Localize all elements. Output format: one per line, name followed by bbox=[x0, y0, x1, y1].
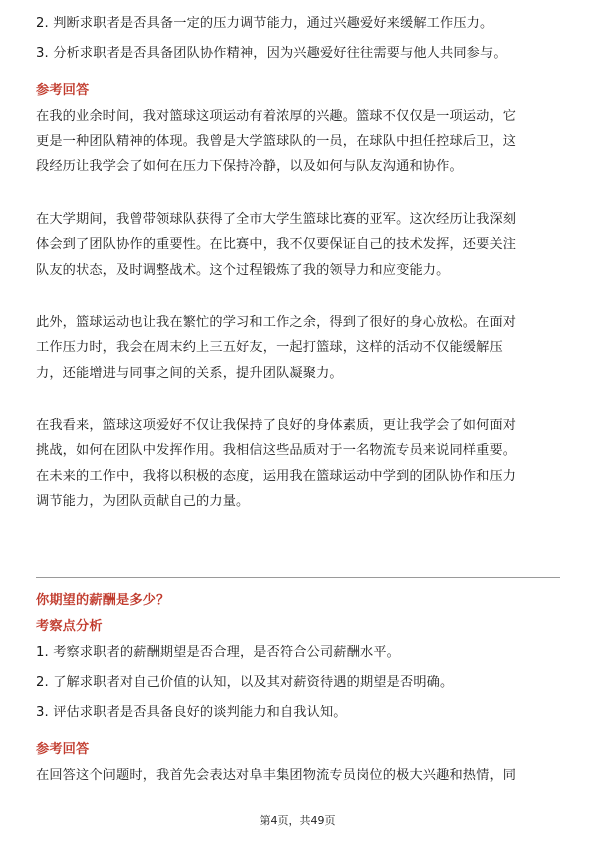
paragraph-line: 工作压力时，我会在周末约上三五好友，一起打篮球，这样的活动不仅能缓解压 bbox=[36, 340, 503, 355]
question-title: 你期望的薪酬是多少？ bbox=[36, 593, 170, 608]
paragraph-line: 在我看来，篮球这项爱好不仅让我保持了良好的身体素质，更让我学会了如何面对 bbox=[36, 418, 517, 433]
paragraph-line: 在回答这个问题时，我首先会表达对阜丰集团物流专员岗位的极大兴趣和热情，同 bbox=[36, 768, 517, 783]
paragraph-line: 段经历让我学会了如何在压力下保持冷静，以及如何与队友沟通和协作。 bbox=[36, 159, 463, 174]
paragraph-line: 体会到了团队协作的重要性。在比赛中，我不仅要保证自己的技术发挥，还要关注 bbox=[36, 237, 517, 252]
list-item: 2. 判断求职者是否具备一定的压力调节能力，通过兴趣爱好来缓解工作压力。 bbox=[36, 16, 494, 31]
section-divider bbox=[36, 577, 560, 578]
paragraph-line: 更是一种团队精神的体现。我曾是大学篮球队的一员，在球队中担任控球后卫，这 bbox=[36, 134, 517, 149]
analysis-heading: 考察点分析 bbox=[36, 619, 103, 634]
paragraph-line: 队友的状态，及时调整战术。这个过程锻炼了我的领导力和应变能力。 bbox=[36, 263, 450, 278]
page-number: 第4页，共49页 bbox=[259, 814, 336, 827]
list-item: 2. 了解求职者对自己价值的认知，以及其对薪资待遇的期望是否明确。 bbox=[36, 675, 454, 690]
paragraph-line: 力，还能增进与同事之间的关系，提升团队凝聚力。 bbox=[36, 366, 343, 381]
answer-heading: 参考回答 bbox=[36, 83, 90, 98]
paragraph-line: 在我的业余时间，我对篮球这项运动有着浓厚的兴趣。篮球不仅仅是一项运动，它 bbox=[36, 109, 517, 124]
paragraph-line: 在未来的工作中，我将以积极的态度，运用我在篮球运动中学到的团队协作和压力 bbox=[36, 469, 517, 484]
list-item: 1. 考察求职者的薪酬期望是否合理，是否符合公司薪酬水平。 bbox=[36, 645, 400, 660]
paragraph-line: 调节能力，为团队贡献自己的力量。 bbox=[36, 494, 250, 509]
list-item: 3. 评估求职者是否具备良好的谈判能力和自我认知。 bbox=[36, 705, 347, 720]
answer-heading: 参考回答 bbox=[36, 742, 90, 757]
list-item: 3. 分析求职者是否具备团队协作精神，因为兴趣爱好往往需要与他人共同参与。 bbox=[36, 46, 507, 61]
paragraph-line: 此外，篮球运动也让我在繁忙的学习和工作之余，得到了很好的身心放松。在面对 bbox=[36, 315, 517, 330]
paragraph-line: 在大学期间，我曾带领球队获得了全市大学生篮球比赛的亚军。这次经历让我深刻 bbox=[36, 212, 517, 227]
paragraph-line: 挑战，如何在团队中发挥作用。我相信这些品质对于一名物流专员来说同样重要。 bbox=[36, 443, 517, 458]
